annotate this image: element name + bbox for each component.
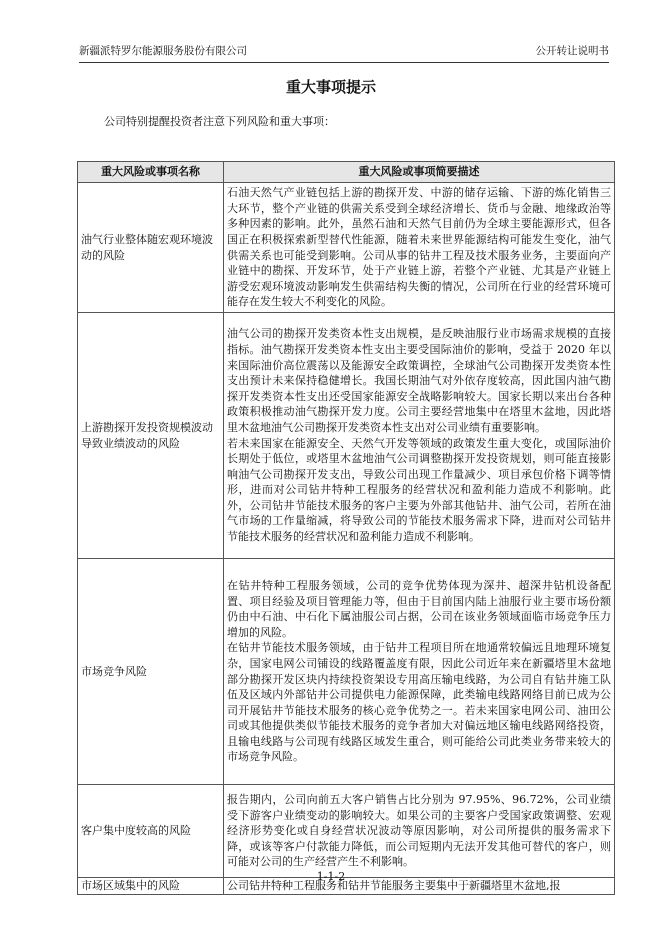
risk-name-cell: 客户集中度较高的风险 bbox=[78, 785, 224, 878]
header-company-name: 新疆派特罗尔能源服务股份有限公司 bbox=[79, 45, 247, 57]
description-paragraph: 若未来国家在能源安全、天然气开发等领域的政策发生重大变化，或国际油价长期处于低位，或塔里木盆地油气公司调整勘探开发投资规划，则可能直接影响油气公司勘探开发支出，导致公司出现工作量减少、项目承包价格下调等情形，进而对公司钻井特种工程服务的经营状况和盈利能力造成不利影响。此外，公司钻井节能技术服务的客户主要为外部其他钻井、油气公司，若所在油气市场的工作量缩减，将导致公司的节能技术服务需求下降，进而对公司钻井节能技术服务的经营状况和盈利能力造成不利影响。 bbox=[227, 436, 611, 544]
table-row bbox=[78, 785, 615, 878]
risk-description-cell bbox=[224, 785, 615, 878]
page-header bbox=[79, 42, 609, 63]
table-row bbox=[78, 183, 615, 313]
risk-name-cell: 上游勘探开发投资规模波动导致业绩波动的风险 bbox=[78, 313, 224, 559]
risk-description-cell bbox=[224, 559, 615, 785]
page-number: 1-1-2 bbox=[316, 870, 346, 883]
description-paragraph: 石油天然气产业链包括上游的勘探开发、中游的储存运输、下游的炼化销售三大环节，整个产业链的供需关系受到全球经济增长、货币与金融、地缘政治等多种因素的影响。此外，虽然石油和天然气目前仍为全球主要能源形式，但各国正在积极探索新型替代性能源，随着未来世界能源结构可能发生变化，油气供需关系也可能受到影响。公司从事的钻井工程及技术服务业务，主要面向产业链中的勘探、开发环节，处于产业链上游，若整个产业链、尤其是产业链上游受宏观环境波动影响发生供需结构失衡的情况，公司所在行业的经营环境可能存在发生较大不利变化的风险。 bbox=[227, 186, 611, 309]
page-title: 重大事项提示 bbox=[285, 78, 376, 96]
description-paragraph: 在钻井特种工程服务领域，公司的竞争优势体现为深井、超深井钻机设备配置、项目经验及项目管理能力等，但由于目前国内陆上油服行业主要市场份额仍由中石油、中石化下属油服公司占据，公司在该业务领域面临市场竞争压力增加的风险。 bbox=[227, 578, 611, 639]
table-row bbox=[78, 313, 615, 559]
intro-text: 公司特别提醒投资者注意下列风险和重大事项： bbox=[104, 115, 335, 128]
risk-description-cell bbox=[224, 183, 615, 313]
risk-table bbox=[77, 161, 615, 895]
risk-name-cell: 市场区域集中的风险 bbox=[78, 878, 224, 895]
risk-description-cell bbox=[224, 313, 615, 559]
table-row bbox=[78, 559, 615, 785]
risk-name-cell: 市场竞争风险 bbox=[78, 559, 224, 785]
header-document-type: 公开转让说明书 bbox=[535, 45, 609, 57]
description-paragraph: 报告期内，公司向前五大客户销售占比分别为 97.95%、96.72%，公司业绩受下游客户业绩变动的影响较大。如果公司的主要客户受国家政策调整、宏观经济形势变化或自身经营状况波动等原因影响，对公司所提供的服务需求下降，或该等客户付款能力降低，而公司短期内无法开发其他可替代的客户，则可能对公司的生产经营产生不利影响。 bbox=[227, 793, 611, 869]
column-header-risk-name: 重大风险或事项名称 bbox=[78, 162, 224, 183]
risk-name-cell: 油气行业整体随宏观环境波动的风险 bbox=[78, 183, 224, 313]
table-header-row bbox=[78, 162, 615, 183]
description-paragraph: 公司钻井特种工程服务和钻井节能服务主要集中于新疆塔里木盆地,报 bbox=[227, 879, 561, 893]
description-paragraph: 在钻井节能技术服务领域，由于钻井工程项目所在地通常较偏远且地理环境复杂，国家电网公司铺设的线路覆盖度有限，因此公司近年来在新疆塔里木盆地部分勘探开发区块内持续投资架设专用高压输电线路，为公司自有钻井施工队伍及区域内外部钻井公司提供电力能源保障，此类输电线路网络目前已成为公司开展钻井节能技术服务的核心竞争优势之一。若未来国家电网公司、油田公司或其他提供类似节能技术服务的竞争者加大对偏远地区输电线路网络投资，且输电线路与公司现有线路区域发生重合，则可能给公司此类业务带来较大的市场竞争风险。 bbox=[227, 641, 611, 764]
column-header-risk-description: 重大风险或事项简要描述 bbox=[224, 162, 615, 183]
description-paragraph: 油气公司的勘探开发类资本性支出规模，是反映油服行业市场需求规模的直接指标。油气勘探开发类资本性支出主要受国际油价的影响，受益于 2020 年以来国际油价高位震荡以及能源安全政策调控，全球油气公司勘探开发类资本性支出预计未来保持稳健增长。我国长期油气对外依存度较高，因此国内油气勘探开发类资本性支出还受国家能源安全战略影响较大。国家长期以来出台各种政策积极推动油气勘探开发力度。公司主要经营地集中在塔里木盆地，因此塔里木盆地油气公司勘探开发类资本性支出对公司业绩有重要影响。 bbox=[227, 327, 611, 434]
